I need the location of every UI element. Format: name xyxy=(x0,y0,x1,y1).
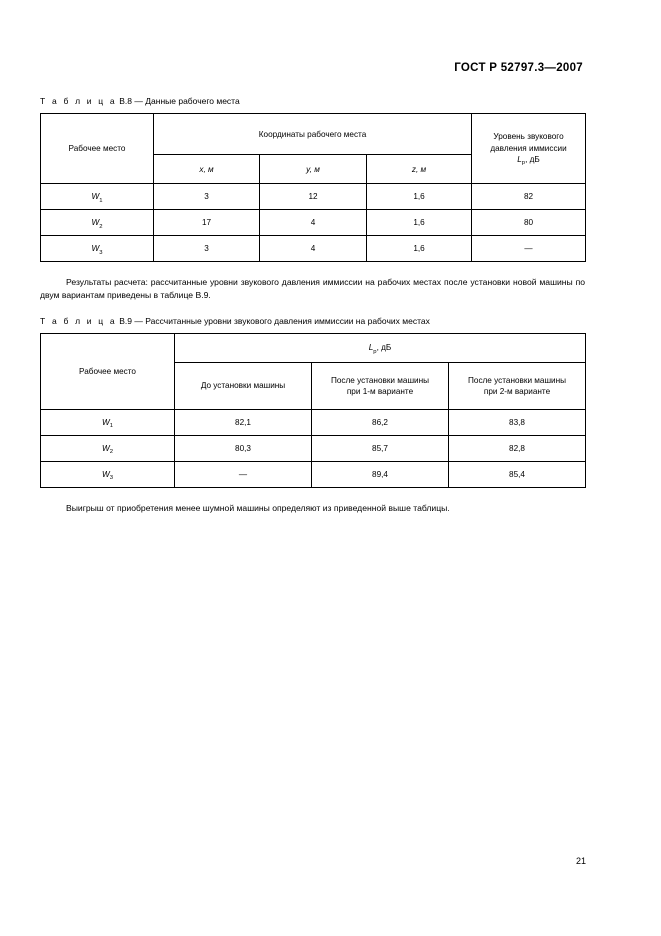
table-b9-header-before: До установки машины xyxy=(175,362,312,409)
table-b8-cell-workplace xyxy=(41,236,154,262)
table-b8-cell-workplace-symbol: W xyxy=(91,244,100,253)
table-row xyxy=(41,435,586,461)
table-b8-header-level-unit: , дБ xyxy=(525,154,540,164)
table-b9-caption-number: В.9 xyxy=(119,315,133,326)
table-b9-cell-workplace xyxy=(41,435,175,461)
table-b8-header-level-symbol: L xyxy=(517,154,522,164)
table-b9-header-group-subscript: p xyxy=(373,348,377,355)
table-b8-cell-level: 80 xyxy=(472,210,586,236)
table-b8-cell-x: 17 xyxy=(154,210,260,236)
table-b9 xyxy=(40,333,586,488)
table-row xyxy=(41,210,586,236)
table-b9-cell-before: 80,3 xyxy=(175,435,312,461)
table-b8-header-x-label: x, м xyxy=(199,164,214,174)
table-b9-cell-before: — xyxy=(175,461,312,487)
table-b9-cell-after-v1: 89,4 xyxy=(312,461,449,487)
table-b8-cell-z: 1,6 xyxy=(367,236,472,262)
table-b8-caption-label: Т а б л и ц а xyxy=(40,96,117,106)
table-b8-cell-workplace xyxy=(41,184,154,210)
table-b8-header-level-line2: давления иммиссии xyxy=(490,143,567,153)
table-row xyxy=(41,333,586,362)
table-b9-cell-workplace-symbol: W xyxy=(101,417,110,427)
table-b9-header-group-unit: , дБ xyxy=(376,343,392,353)
table-b8-caption-title: Данные рабочего места xyxy=(145,96,240,106)
table-b8-cell-level: 82 xyxy=(472,184,586,210)
table-b9-header-workplace: Рабочее место xyxy=(41,333,175,409)
table-b8-cell-workplace-symbol: W xyxy=(91,218,100,227)
table-b8-cell-y: 4 xyxy=(260,236,367,262)
table-b8-caption-number: В.8 xyxy=(119,96,133,106)
table-b8 xyxy=(40,113,586,262)
table-row xyxy=(41,114,586,155)
table-b8-header-z-label: z, м xyxy=(411,164,427,174)
table-row xyxy=(41,236,586,262)
table-b9-header-after-v2 xyxy=(449,362,586,409)
table-b9-header-group-symbol: L xyxy=(368,343,374,353)
table-row xyxy=(41,461,586,487)
table-b8-header-y-label: y, м xyxy=(306,164,320,174)
table-b8-cell-workplace-index: 3 xyxy=(99,249,103,256)
table-b9-cell-after-v2: 82,8 xyxy=(449,435,586,461)
table-b8-cell-workplace-index: 2 xyxy=(99,223,103,230)
table-b8-cell-workplace-index: 1 xyxy=(99,197,103,204)
table-b9-header-after-v1-line1: После установки машины xyxy=(330,375,430,385)
table-b8-header-level-subscript: p xyxy=(521,160,526,167)
paragraph-results: Результаты расчета: рассчитанные уровни звукового давления иммиссии на рабочих местах после установки новой машины по двум вариантам приведены в таблице В.9. xyxy=(40,277,585,300)
table-b9-caption-title: Рассчитанные уровни звукового давления иммиссии на рабочих местах xyxy=(145,315,430,326)
table-b8-cell-z: 1,6 xyxy=(367,184,472,210)
table-b9-cell-after-v2: 83,8 xyxy=(449,409,586,435)
table-b8-header-z xyxy=(367,155,472,184)
paragraph-conclusion: Выигрыш от приобретения менее шумной машины определяют из приведенной выше таблицы. xyxy=(66,502,450,513)
table-b9-cell-workplace-index: 2 xyxy=(109,449,113,456)
table-b9-caption-label: Т а б л и ц а xyxy=(40,315,117,326)
table-b8-cell-workplace xyxy=(41,210,154,236)
table-b9-caption xyxy=(40,316,585,326)
table-b8-cell-level: — xyxy=(472,236,586,262)
table-row xyxy=(41,409,586,435)
table-b9-header-after-v2-line2: при 2-м варианте xyxy=(483,386,551,396)
table-b9-cell-workplace xyxy=(41,409,175,435)
table-b9-cell-before: 82,1 xyxy=(175,409,312,435)
table-b8-header-level-line1: Уровень звукового xyxy=(493,132,564,142)
table-b9-caption-dash: — xyxy=(134,315,143,326)
table-b9-cell-workplace xyxy=(41,461,175,487)
table-b9-header-after-v1 xyxy=(312,362,449,409)
table-b9-cell-workplace-index: 3 xyxy=(109,475,113,482)
table-b8-caption-dash: — xyxy=(134,96,143,106)
table-b8-header-level xyxy=(472,114,586,184)
table-row xyxy=(41,184,586,210)
table-b8-header-y xyxy=(260,155,367,184)
page-number: 21 xyxy=(575,856,586,866)
table-b9-header-after-v2-line1: После установки машины xyxy=(468,375,567,385)
table-b9-cell-workplace-symbol: W xyxy=(101,469,110,479)
table-b9-header-after-v1-line2: при 1-м варианте xyxy=(346,386,414,396)
table-b8-caption xyxy=(40,96,585,106)
table-b8-cell-z: 1,6 xyxy=(367,210,472,236)
table-b9-header-group xyxy=(175,333,586,362)
table-b8-header-coordinates: Координаты рабочего места xyxy=(154,114,472,155)
table-b8-cell-x: 3 xyxy=(154,236,260,262)
table-b9-cell-after-v1: 85,7 xyxy=(312,435,449,461)
table-b9-cell-workplace-index: 1 xyxy=(109,423,113,430)
table-b8-header-workplace: Рабочее место xyxy=(41,114,154,184)
table-b9-cell-after-v1: 86,2 xyxy=(312,409,449,435)
document-header: ГОСТ Р 52797.3—2007 xyxy=(454,62,583,74)
table-b9-cell-after-v2: 85,4 xyxy=(449,461,586,487)
table-b8-header-x xyxy=(154,155,260,184)
table-b8-cell-workplace-symbol: W xyxy=(91,192,100,201)
document-content xyxy=(40,96,585,529)
table-b8-cell-y: 12 xyxy=(260,184,367,210)
table-b8-cell-y: 4 xyxy=(260,210,367,236)
table-b9-cell-workplace-symbol: W xyxy=(101,443,110,453)
table-b8-cell-x: 3 xyxy=(154,184,260,210)
